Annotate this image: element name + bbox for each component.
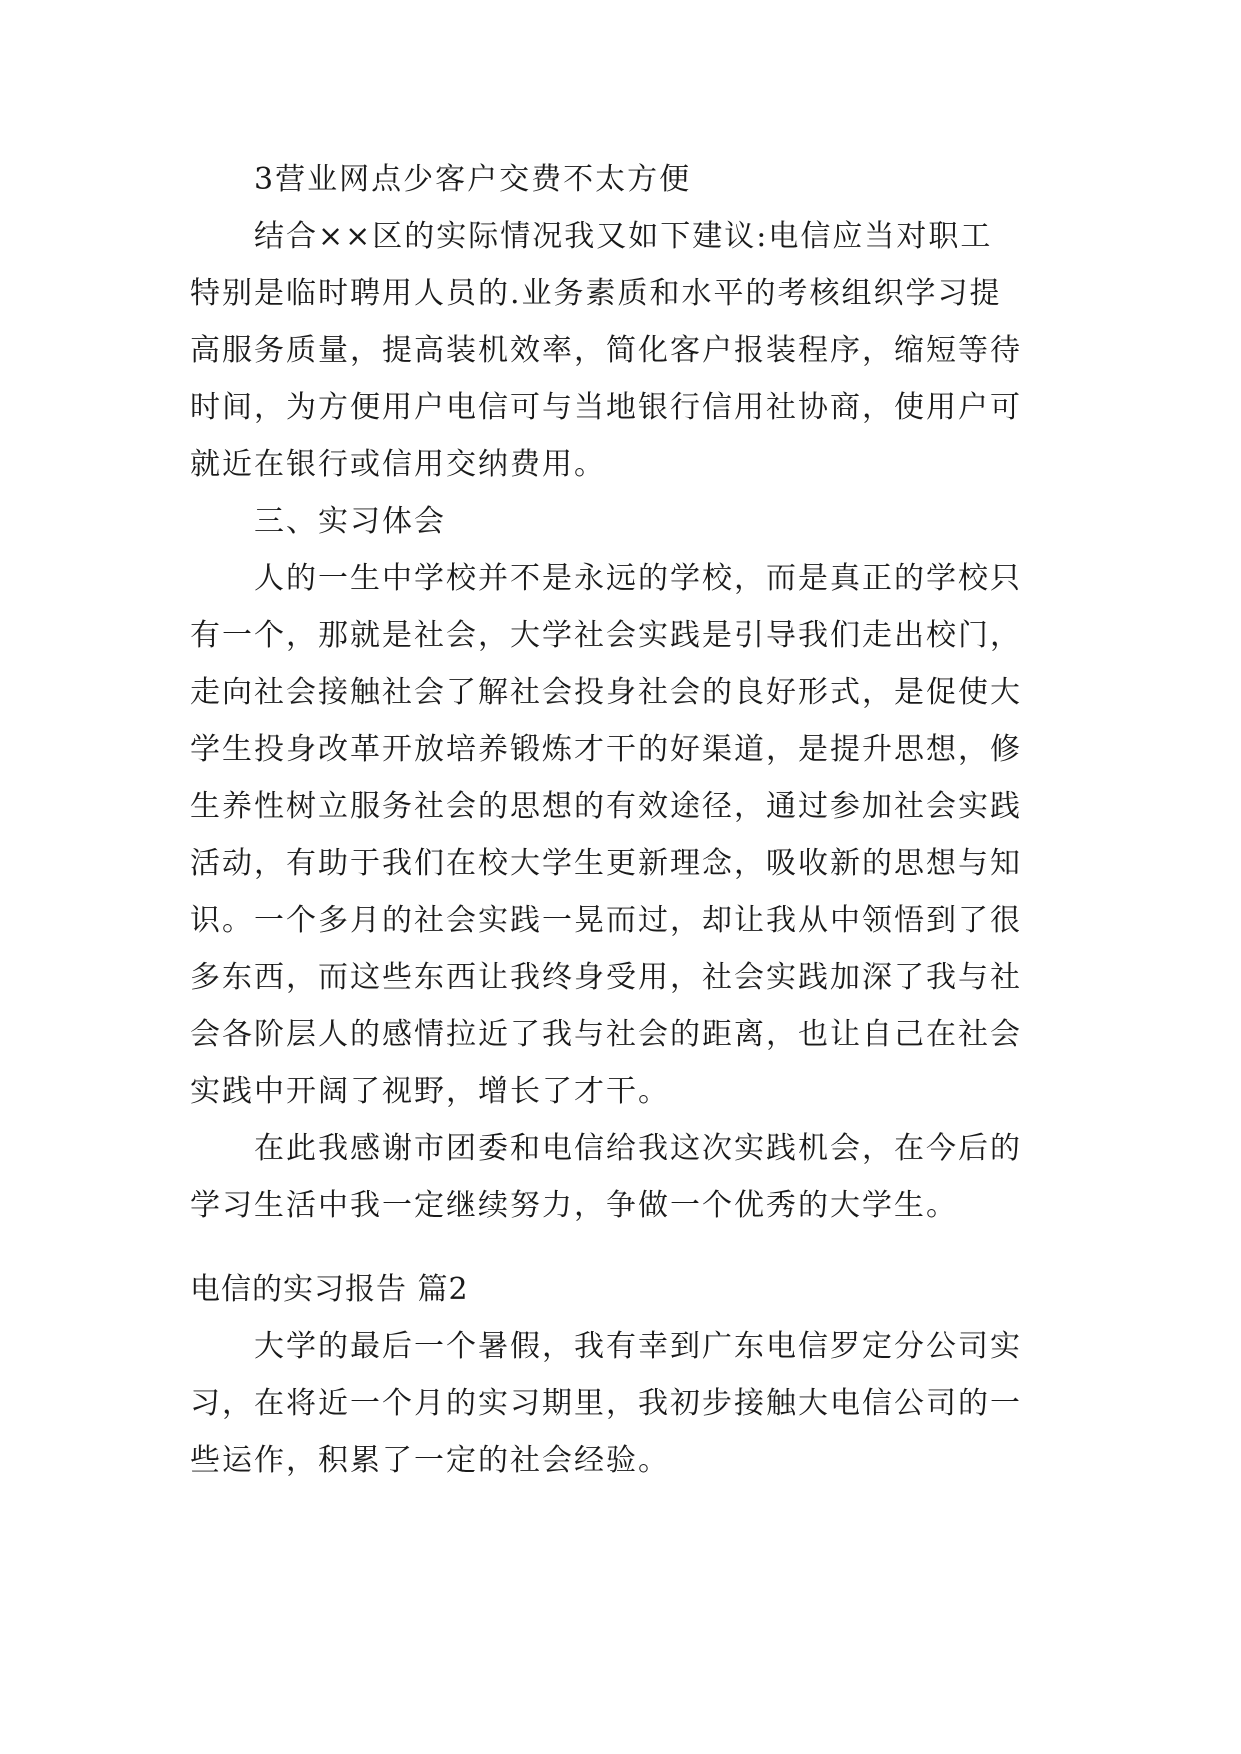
paragraph-line: 走向社会接触社会了解社会投身社会的良好形式，是促使大 xyxy=(190,675,1022,710)
paragraph-line: 实践中开阔了视野，增长了才干。 xyxy=(190,1074,670,1109)
paragraph-line: 在此我感谢市团委和电信给我这次实践机会，在今后的 xyxy=(254,1131,1022,1166)
paragraph-line: 多东西，而这些东西让我终身受用，社会实践加深了我与社 xyxy=(190,960,1022,995)
paragraph-line: 有一个，那就是社会，大学社会实践是引导我们走出校门， xyxy=(190,618,1022,653)
paragraph-line: 高服务质量，提高装机效率，简化客户报装程序，缩短等待 xyxy=(190,333,1022,368)
paragraph-line: 3营业网点少客户交费不太方便 xyxy=(254,162,692,197)
paragraph-line: 生养性树立服务社会的思想的有效途径，通过参加社会实践 xyxy=(190,789,1022,824)
paragraph-line: 人的一生中学校并不是永远的学校，而是真正的学校只 xyxy=(254,561,1022,596)
paragraph-line: 特别是临时聘用人员的.业务素质和水平的考核组织学习提 xyxy=(190,276,1002,311)
paragraph-line: 识。一个多月的社会实践一晃而过，却让我从中领悟到了很 xyxy=(190,903,1022,938)
paragraph-line: 会各阶层人的感情拉近了我与社会的距离，也让自己在社会 xyxy=(190,1017,1022,1052)
paragraph-line: 结合××区的实际情况我又如下建议:电信应当对职工 xyxy=(254,219,993,254)
paragraph-line: 学习生活中我一定继续努力，争做一个优秀的大学生。 xyxy=(190,1188,958,1223)
paragraph-line: 些运作，积累了一定的社会经验。 xyxy=(190,1443,670,1478)
paragraph-line: 活动，有助于我们在校大学生更新理念，吸收新的思想与知 xyxy=(190,846,1022,881)
article-title: 电信的实习报告 篇2 xyxy=(190,1272,469,1307)
paragraph-line: 就近在银行或信用交纳费用。 xyxy=(190,447,606,482)
paragraph-line: 习，在将近一个月的实习期里，我初步接触大电信公司的一 xyxy=(190,1386,1022,1421)
paragraph-line: 时间，为方便用户电信可与当地银行信用社协商，使用户可 xyxy=(190,390,1022,425)
paragraph-line: 大学的最后一个暑假，我有幸到广东电信罗定分公司实 xyxy=(254,1329,1022,1364)
paragraph-line: 学生投身改革开放培养锻炼才干的好渠道，是提升思想，修 xyxy=(190,732,1022,767)
section-heading: 三、实习体会 xyxy=(254,504,446,539)
